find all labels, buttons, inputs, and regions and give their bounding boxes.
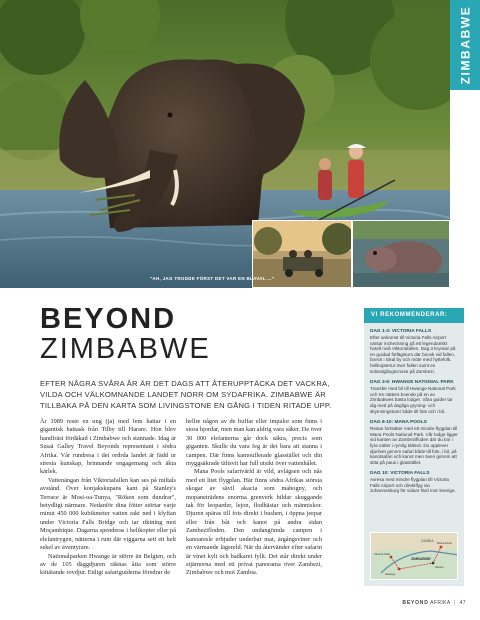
hippo-photo [352,220,450,288]
headline-line-2: ZIMBABWE [40,333,211,365]
itinerary-text: Transfer med bil till Hwange National Park och tre nätters boende på en av Zimbabwes bästa lodger. Våra guider tar dig med på dagliga gryning- och skymningsturer både till fots och i bil. [370,386,456,414]
itinerary-item [364,329,464,374]
headline-line-1: BEYOND [40,303,177,335]
map-label: Hwange [385,572,396,576]
body-paragraph: hellre någon av de buffar eller impalor som finns i stora hjordar, men man kan aldrig vara säker. De över 30 000 elefanterna går dock säkra, precis som giganten. Skulle du vara feg är det bara att stanna i campen. Där finns kamouflerade glasstället och din myggsäkrade tältsvit har full utsikt över vattenhålet. [186,418,322,468]
section-tab [450,0,480,90]
route-map [370,532,458,580]
body-paragraph: Vattenängan från Viktoriafallen kan ses på miltals avstånd. Över konjakskupans kant på Stanley's Terrace är Mosi-oa-Tunya, "Röken som dundrar", betydligt närmare. Nedanför dina fötter störtar varje minut 450 000 kubikmeter vatten rakt ned i klyftan under Victoria Falls Bridge och tar riktning mot Moçambique. Dagarna spenderas i helikopter eller på elefantrygen, nätterna i rum där viggarna sett ett helt sekel av äventyrare. [40,476,176,552]
page-number: 47 [459,600,466,606]
map-label: ZAMBIA [421,539,434,543]
body-paragraph: År 1989 reste en ung (ja) med fem hattar i en gigantisk hattask från Tilby till Harare. Hon blev handfräst fördäkad i Zimbabwe och stannade. Idag är Susai Galley Travel Beyonds representant i södra Afrika. Vår rundresa i det ordrda landet är fädd ur stresia kunskap, brinnande engagemang och äkta kärlek. [40,418,176,476]
itinerary-sidebar [364,308,464,586]
hero-photo-area [0,0,480,288]
map-label: Mana Pools [437,541,452,545]
lead-paragraph: EFTER NÅGRA SVÅRA ÅR ÄR DET DAGS ATT ÅTERUPPTÄCKA DET VACKRA, VILDA OCH VÄLKOMNANDE LANDET NORR OM SYDAFRIKA. ZIMBABWE ÄR TILLBAKA PÅ DEN KARTA SOM LIVINGSTONE EN GÅNG I TIDEN RITADE UPP. [40,379,332,410]
itinerary-day: DAG 1-3: VICTORIA FALLS [370,329,432,334]
itinerary-day: DAG 6-10: MANA POOLS [370,420,427,426]
itinerary-day: DAG 3-6: HWANGE NATIONAL PARK [370,380,454,386]
itinerary-item [364,420,464,465]
itinerary-text: Avresa med mindre flygplan till Victoria Falls Airport och direktflyg via Johannesburg för vidare färd mot Sverige. [370,477,456,494]
itinerary-day: DAG 10: VICTORIA FALLS [370,471,430,477]
footer-separator: | [454,600,456,606]
section-tab-label: ZIMBABWE [458,5,473,85]
map-label: Harare [435,565,444,569]
itinerary-text: Resan fortsätter med ett mindre flygplan till Mana Pools National Park. Vår lodge ligger vid kanten av Zambezifloden där du bor i fyra nätter i rymlig tältsvit. Du upplever djurlivet genom safari både till fots, i bil, på kanotsafari och kanot men även genom att sitta på paus i glasstället. [370,426,458,465]
map-label: ZIMBABWE [411,557,431,561]
body-column-1 [40,418,176,588]
sidebar-header: VI REKOMMENDERAR: [364,308,464,323]
itinerary-item [364,380,464,414]
photo-caption: "AH, JAG TRODDE FÖRST DET VAR EN BLAVAL ..." [150,276,275,281]
itinerary-text: Efter ankomst till Victoria Falls Airport väntar incheckning på ett legendariskt hotell nivå Viktoriafallen. Dag 3 kryssar på en guidad fotfägsturs där bocek vid fallen, boeck i lokal by och möte med hyttefolk, helikoptertur över fallen samt en solnedgångscruise på Zambezi. [370,335,456,374]
map-label: Victoria Falls [374,552,390,556]
body-column-2 [186,418,322,588]
page-footer [402,600,466,606]
body-paragraph: Mana Pools safarivärld är vild, avlägsen och nås med ett litet flygplan. Här finns södra Afrikas största skogar av sävil akacia som mahogny, och mopaneträdens enorma grenverk bildar skuggande tak för leoparder, lejon, flodhästar och människor. Djuren späras till fots direkt i bushen, i öppna jeepar eller från båt och kanot på andra sidan Zambezifloden. Den undangömda campen i kanoaresle erbjuder underbar mat, ärgångsviner och en värmande lägereld. När du återvänder efter safarin är vinet kylt och badkaret fyllt. Det står direkt under stjärnorna med ett privat panorama över Zambezi, Zimbabwe och mot Zambia. [186,468,322,577]
footer-brand: BEYOND [402,600,429,606]
body-paragraph: Nationalparken Hwange är större än Belgien, och av de 105 däggdjuren räknas åtta som större kittätande rovdjur. Enligt safariguiderna föredrar de [40,552,176,577]
itinerary-item [364,471,464,494]
footer-section: AFRIKA [430,600,451,606]
